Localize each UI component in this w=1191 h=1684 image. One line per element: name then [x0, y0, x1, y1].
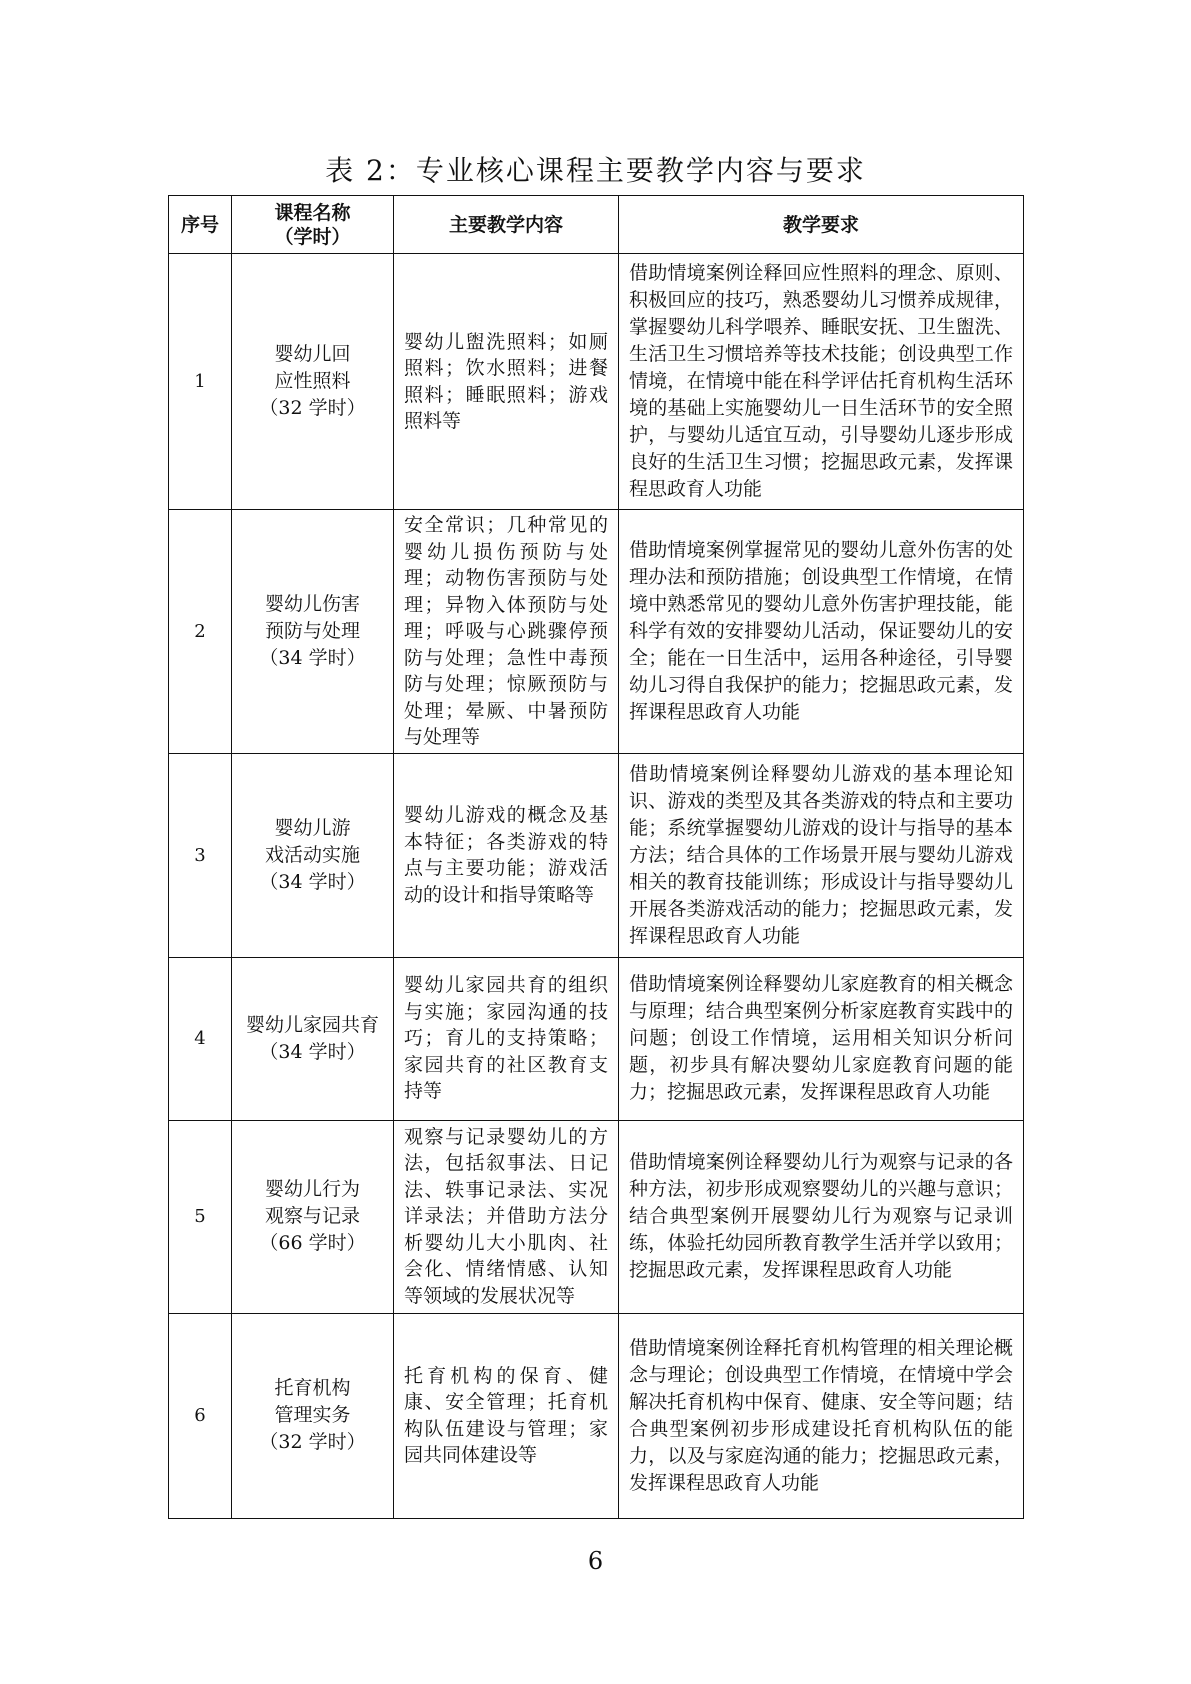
course-name [232, 510, 394, 754]
course-content: 安全常识；几种常见的婴幼儿损伤预防与处理；动物伤害预防与处理；异物入体预防与处理；呼吸与心跳骤停预防与处理；急性中毒预防与处理；惊厥预防与处理；晕厥、中暑预防与处理等 [394, 510, 619, 754]
page-number: 6 [587, 1547, 604, 1575]
row-index: 4 [169, 957, 232, 1120]
course-hours: （34 学时） [259, 870, 366, 893]
course-name-line2: 管理实务 [274, 1404, 351, 1426]
course-content: 婴幼儿游戏的概念及基本特征；各类游戏的特点与主要功能；游戏活动的设计和指导策略等 [394, 753, 619, 957]
course-name [232, 1120, 394, 1313]
header-course-name-line1: 课程名称 [274, 201, 351, 224]
course-hours: （32 学时） [259, 397, 366, 419]
course-name-line1: 婴幼儿回 [274, 343, 351, 365]
header-course-name-line2: （学时） [274, 225, 351, 248]
course-name-line1: 婴幼儿家园共育 [245, 1013, 379, 1036]
table-row [169, 957, 1024, 1120]
course-hours: （66 学时） [259, 1232, 366, 1254]
row-index: 6 [169, 1313, 232, 1518]
course-name [232, 753, 394, 957]
course-name-line2: 观察与记录 [264, 1205, 360, 1227]
course-name-line2: 预防与处理 [264, 619, 360, 642]
course-content: 婴幼儿家园共育的组织与实施；家园沟通的技巧；育儿的支持策略；家园共育的社区教育支持等 [394, 957, 619, 1120]
table-header-row [169, 196, 1024, 254]
table-row [169, 254, 1024, 510]
table-row [169, 510, 1024, 754]
course-name-line1: 托育机构 [274, 1377, 351, 1399]
table-row [169, 1120, 1024, 1313]
course-content: 托育机构的保育、健康、安全管理；托育机构队伍建设与管理；家园共同体建设等 [394, 1313, 619, 1518]
course-requirements: 借助情境案例诠释回应性照料的理念、原则、积极回应的技巧，熟悉婴幼儿习惯养成规律，掌握婴幼儿科学喂养、睡眠安抚、卫生盥洗、生活卫生习惯培养等技术技能；创设典型工作情境，在情境中能在科学评估托育机构生活环境的基础上实施婴幼儿一日生活环节的安全照护，与婴幼儿适宜互动，引导婴幼儿逐步形成良好的生活卫生习惯；挖掘思政元素，发挥课程思政育人功能 [619, 254, 1024, 510]
course-requirements: 借助情境案例掌握常见的婴幼儿意外伤害的处理办法和预防措施；创设典型工作情境，在情境中熟悉常见的婴幼儿意外伤害护理技能，能科学有效的安排婴幼儿活动，保证婴幼儿的安全；能在一日生活中，运用各种途径，引导婴幼儿习得自我保护的能力；挖掘思政元素，发挥课程思政育人功能 [619, 510, 1024, 754]
table-row [169, 1313, 1024, 1518]
course-name-line1: 婴幼儿行为 [264, 1178, 360, 1200]
course-name [232, 254, 394, 510]
row-index: 2 [169, 510, 232, 754]
course-requirements: 借助情境案例诠释婴幼儿家庭教育的相关概念与原理；结合典型案例分析家庭教育实践中的问题；创设工作情境，运用相关知识分析问题，初步具有解决婴幼儿家庭教育问题的能力；挖掘思政元素，发挥课程思政育人功能 [619, 957, 1024, 1120]
row-index: 3 [169, 753, 232, 957]
course-name-line2: 戏活动实施 [264, 843, 360, 866]
table-row [169, 753, 1024, 957]
course-hours: （34 学时） [259, 1040, 366, 1063]
course-hours: （32 学时） [259, 1431, 366, 1453]
header-requirements: 教学要求 [619, 196, 1024, 254]
course-content: 婴幼儿盥洗照料；如厕照料；饮水照料；进餐照料；睡眠照料；游戏照料等 [394, 254, 619, 510]
course-requirements: 借助情境案例诠释托育机构管理的相关理论概念与理论；创设典型工作情境，在情境中学会解决托育机构中保育、健康、安全等问题；结合典型案例初步形成建设托育机构队伍的能力，以及与家庭沟通的能力；挖掘思政元素，发挥课程思政育人功能 [619, 1313, 1024, 1518]
course-requirements: 借助情境案例诠释婴幼儿游戏的基本理论知识、游戏的类型及其各类游戏的特点和主要功能；系统掌握婴幼儿游戏的设计与指导的基本方法；结合具体的工作场景开展与婴幼儿游戏相关的教育技能训练；形成设计与指导婴幼儿开展各类游戏活动的能力；挖掘思政元素，发挥课程思政育人功能 [619, 753, 1024, 957]
course-requirements: 借助情境案例诠释婴幼儿行为观察与记录的各种方法，初步形成观察婴幼儿的兴趣与意识；结合典型案例开展婴幼儿行为观察与记录训练，体验托幼园所教育教学生活并学以致用；挖掘思政元素，发挥课程思政育人功能 [619, 1120, 1024, 1313]
course-table [168, 195, 1024, 1519]
course-name-line1: 婴幼儿游 [274, 816, 351, 839]
header-index: 序号 [169, 196, 232, 254]
row-index: 5 [169, 1120, 232, 1313]
course-hours: （34 学时） [259, 646, 366, 669]
course-content: 观察与记录婴幼儿的方法，包括叙事法、日记法、轶事记录法、实况详录法；并借助方法分析婴幼儿大小肌肉、社会化、情绪情感、认知等领域的发展状况等 [394, 1120, 619, 1313]
header-content: 主要教学内容 [394, 196, 619, 254]
course-name-line2: 应性照料 [274, 370, 351, 392]
course-name [232, 957, 394, 1120]
course-name-line1: 婴幼儿伤害 [264, 592, 360, 615]
table-title: 表 2：专业核心课程主要教学内容与要求 [325, 154, 866, 187]
course-name [232, 1313, 394, 1518]
header-course-name [232, 196, 394, 254]
row-index: 1 [169, 254, 232, 510]
